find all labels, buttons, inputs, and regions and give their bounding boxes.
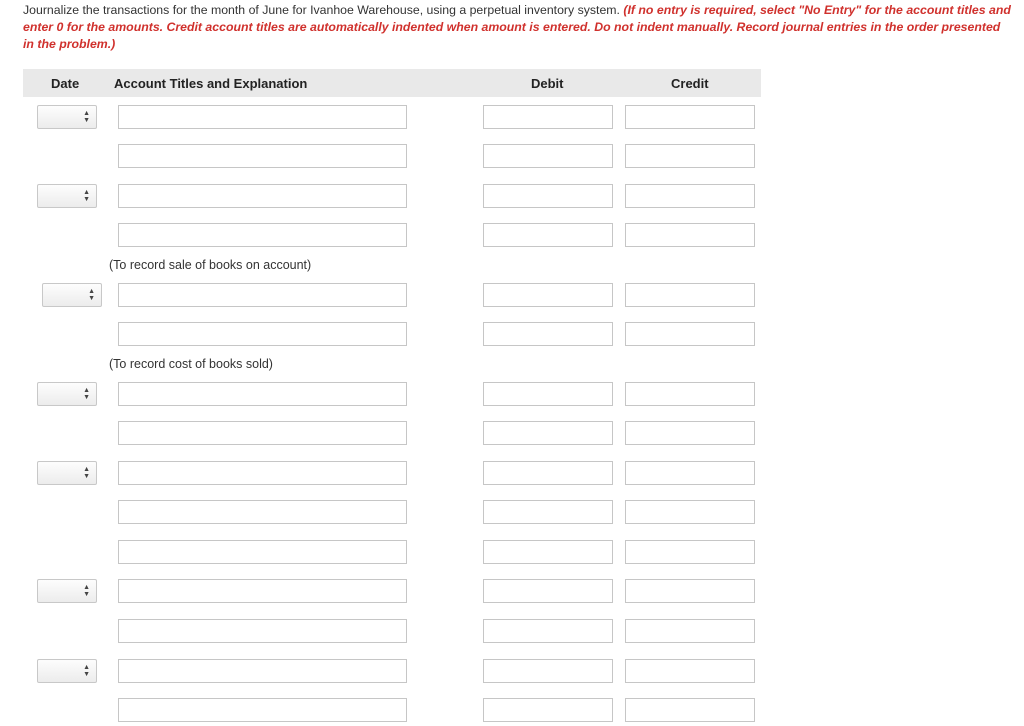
debit-input[interactable]	[483, 500, 613, 524]
credit-input[interactable]	[625, 698, 755, 722]
credit-input[interactable]	[625, 223, 755, 247]
account-title-input[interactable]	[118, 619, 407, 643]
credit-input[interactable]	[625, 382, 755, 406]
select-arrows-icon: ▲ ▼	[83, 584, 90, 598]
instructions-text: Journalize the transactions for the month of June for Ivanhoe Warehouse, using a perpetual inventory system.	[23, 3, 620, 17]
account-title-input[interactable]	[118, 698, 407, 722]
date-select[interactable]	[37, 579, 97, 603]
journal-row	[0, 382, 1024, 408]
select-arrows-icon: ▲ ▼	[88, 288, 95, 302]
debit-input[interactable]	[483, 184, 613, 208]
account-title-input[interactable]	[118, 579, 407, 603]
date-select[interactable]	[37, 461, 97, 485]
account-title-input[interactable]	[118, 461, 407, 485]
journal-row	[0, 540, 1024, 566]
debit-input[interactable]	[483, 421, 613, 445]
debit-input[interactable]	[483, 619, 613, 643]
account-title-input[interactable]	[118, 659, 407, 683]
select-arrows-icon: ▲ ▼	[83, 387, 90, 401]
journal-row	[0, 105, 1024, 131]
debit-input[interactable]	[483, 223, 613, 247]
journal-row	[0, 144, 1024, 170]
date-select[interactable]	[37, 659, 97, 683]
journal-row	[0, 579, 1024, 605]
journal-table-header	[23, 69, 761, 97]
credit-input[interactable]	[625, 540, 755, 564]
account-title-input[interactable]	[118, 283, 407, 307]
sale-explanation: (To record sale of books on account)	[109, 258, 312, 272]
journal-row	[0, 698, 1024, 724]
journal-row	[0, 421, 1024, 447]
account-title-input[interactable]	[118, 322, 407, 346]
journal-row	[0, 223, 1024, 249]
journal-row	[0, 659, 1024, 685]
account-title-input[interactable]	[118, 144, 407, 168]
credit-input[interactable]	[625, 322, 755, 346]
cost-explanation: (To record cost of books sold)	[109, 357, 273, 371]
credit-input[interactable]	[625, 579, 755, 603]
credit-input[interactable]	[625, 144, 755, 168]
credit-input[interactable]	[625, 105, 755, 129]
debit-column-header: Debit	[531, 76, 564, 91]
debit-input[interactable]	[483, 540, 613, 564]
date-column-header: Date	[51, 76, 80, 91]
journal-row	[0, 461, 1024, 487]
debit-input[interactable]	[483, 579, 613, 603]
debit-input[interactable]	[483, 283, 613, 307]
credit-input[interactable]	[625, 184, 755, 208]
debit-input[interactable]	[483, 322, 613, 346]
date-select[interactable]	[42, 283, 102, 307]
account-title-input[interactable]	[118, 382, 407, 406]
journal-row	[0, 283, 1024, 309]
debit-input[interactable]	[483, 382, 613, 406]
account-title-input[interactable]	[118, 105, 407, 129]
journal-row	[0, 500, 1024, 526]
account-title-input[interactable]	[118, 421, 407, 445]
instructions-warning: (If no entry is required, select "No Entry" for the account titles and enter 0 for the amounts. Credit account titles are automatically indented when amount is entered. Do not indent manually. Record journal entries in the order presented in the problem.)	[23, 3, 1011, 52]
select-arrows-icon: ▲ ▼	[83, 110, 90, 124]
journal-row	[0, 619, 1024, 645]
credit-input[interactable]	[625, 283, 755, 307]
account-column-header: Account Titles and Explanation	[114, 76, 308, 91]
credit-column-header: Credit	[671, 76, 709, 91]
journal-row	[0, 322, 1024, 348]
credit-input[interactable]	[625, 619, 755, 643]
debit-input[interactable]	[483, 461, 613, 485]
credit-input[interactable]	[625, 421, 755, 445]
account-title-input[interactable]	[118, 223, 407, 247]
credit-input[interactable]	[625, 461, 755, 485]
account-title-input[interactable]	[118, 540, 407, 564]
date-select[interactable]	[37, 105, 97, 129]
select-arrows-icon: ▲ ▼	[83, 466, 90, 480]
select-arrows-icon: ▲ ▼	[83, 189, 90, 203]
select-arrows-icon: ▲ ▼	[83, 664, 90, 678]
instructions	[23, 2, 1013, 54]
debit-input[interactable]	[483, 105, 613, 129]
date-select[interactable]	[37, 382, 97, 406]
debit-input[interactable]	[483, 659, 613, 683]
debit-input[interactable]	[483, 698, 613, 722]
credit-input[interactable]	[625, 659, 755, 683]
date-select[interactable]	[37, 184, 97, 208]
account-title-input[interactable]	[118, 500, 407, 524]
account-title-input[interactable]	[118, 184, 407, 208]
debit-input[interactable]	[483, 144, 613, 168]
credit-input[interactable]	[625, 500, 755, 524]
journal-row	[0, 184, 1024, 210]
